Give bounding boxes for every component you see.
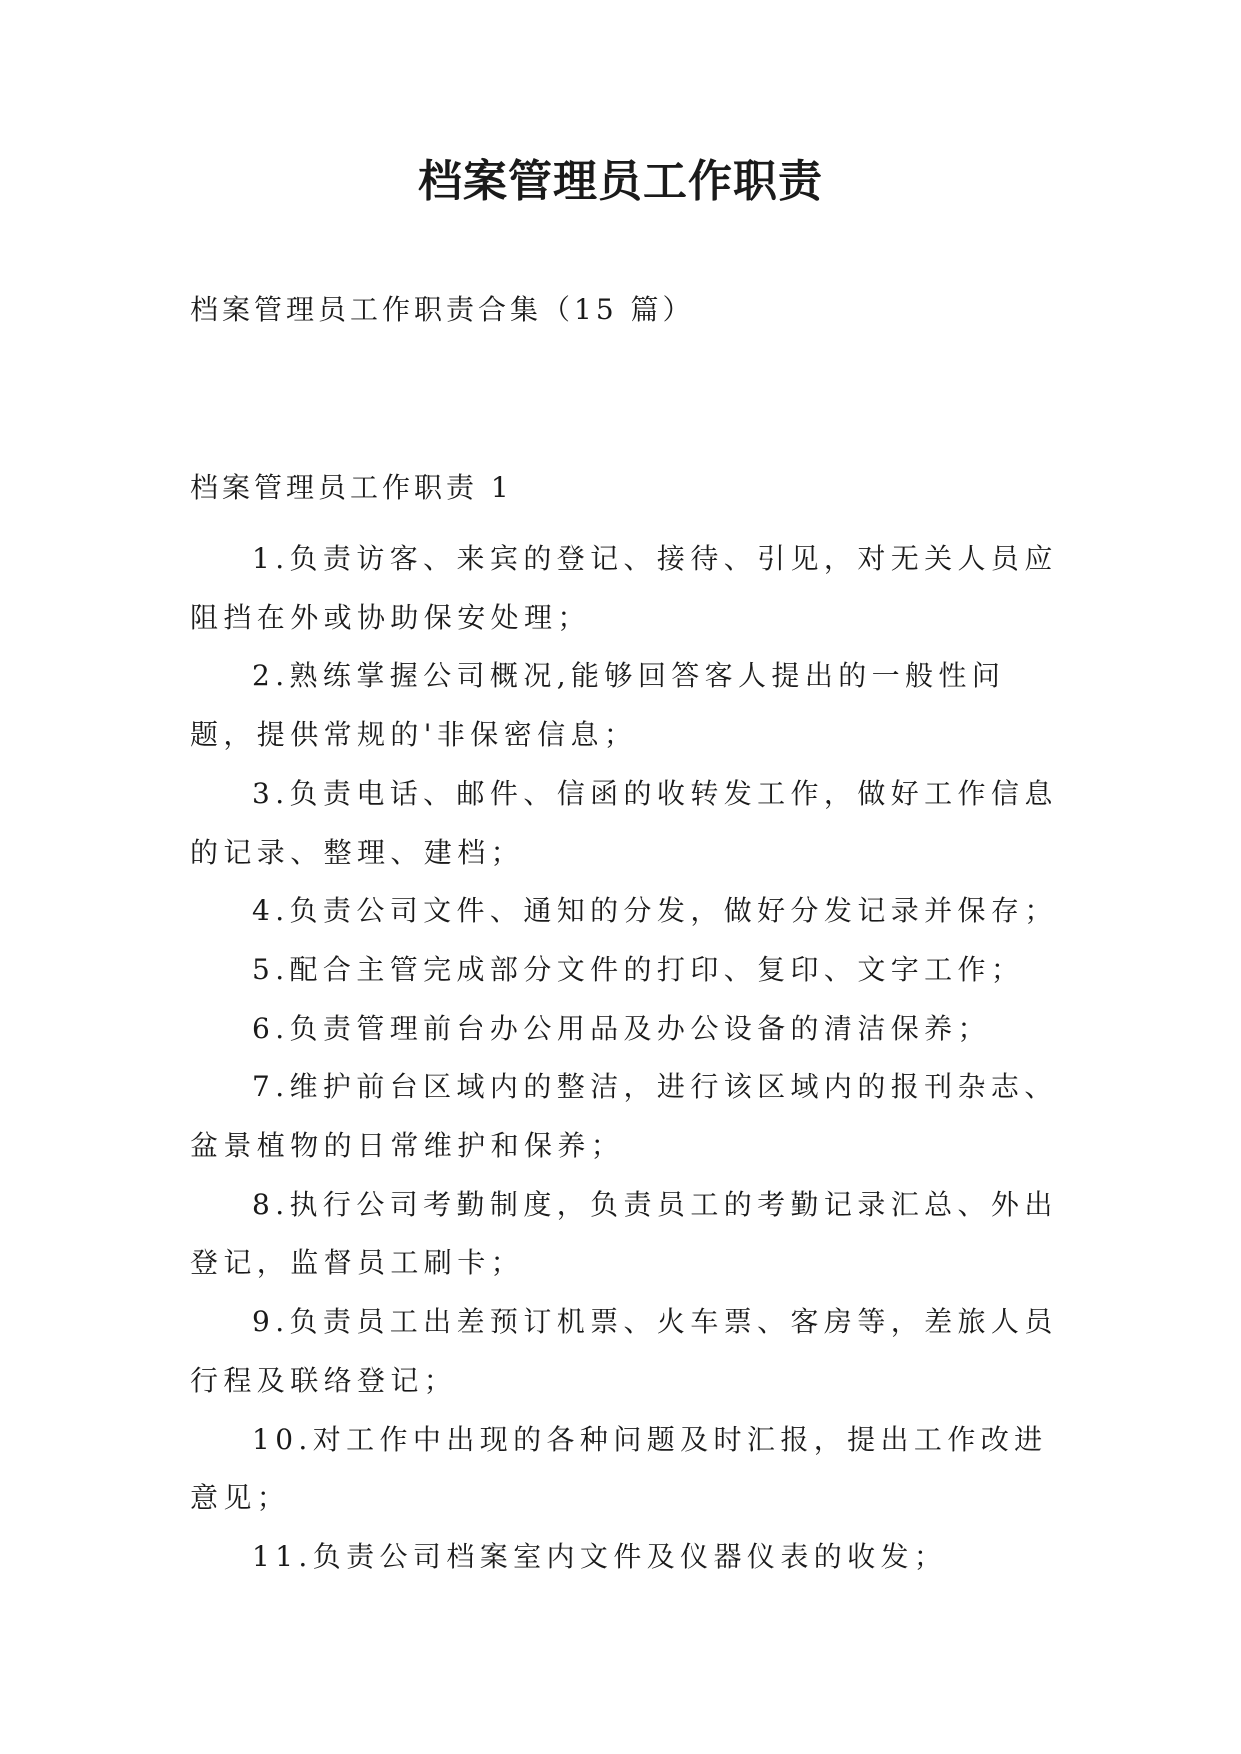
duty-item-6: 6.负责管理前台办公用品及办公设备的清洁保养；: [252, 1011, 991, 1045]
duty-item-11: 11.负责公司档案室内文件及仪器仪表的收发；: [252, 1539, 948, 1573]
duty-item-2: 2.熟练掌握公司概况,能够回答客人提出的一般性问题，提供常规的'非保密信息；: [190, 659, 1006, 752]
duty-item-5: 5.配合主管完成部分文件的打印、复印、文字工作；: [252, 952, 1025, 986]
duty-item-7: 7.维护前台区域内的整洁，进行该区域内的报刊杂志、盆景植物的日常维护和保养；: [190, 1070, 1058, 1163]
document-subtitle: 档案管理员工作职责合集（15 篇）: [190, 293, 695, 326]
duty-item-4: 4.负责公司文件、通知的分发，做好分发记录并保存；: [252, 894, 1058, 928]
document-title: 档案管理员工作职责: [418, 156, 823, 207]
duty-item-9: 9.负责员工出差预订机票、火车票、客房等，差旅人员行程及联络登记；: [190, 1305, 1058, 1397]
duty-item-3: 3.负责电话、邮件、信函的收转发工作，做好工作信息的记录、整理、建档；: [190, 776, 1058, 869]
duty-item-10: 10.对工作中出现的各种问题及时汇报，提出工作改进意见；: [190, 1422, 1048, 1515]
duty-item-8: 8.执行公司考勤制度，负责员工的考勤记录汇总、外出登记，监督员工刷卡；: [190, 1187, 1058, 1280]
duty-list: [190, 530, 1060, 1587]
duty-item-1: 1.负责访客、来宾的登记、接待、引见，对无关人员应阻挡在外或协助保安处理；: [190, 542, 1058, 634]
section-heading: 档案管理员工作职责 1: [190, 471, 513, 504]
